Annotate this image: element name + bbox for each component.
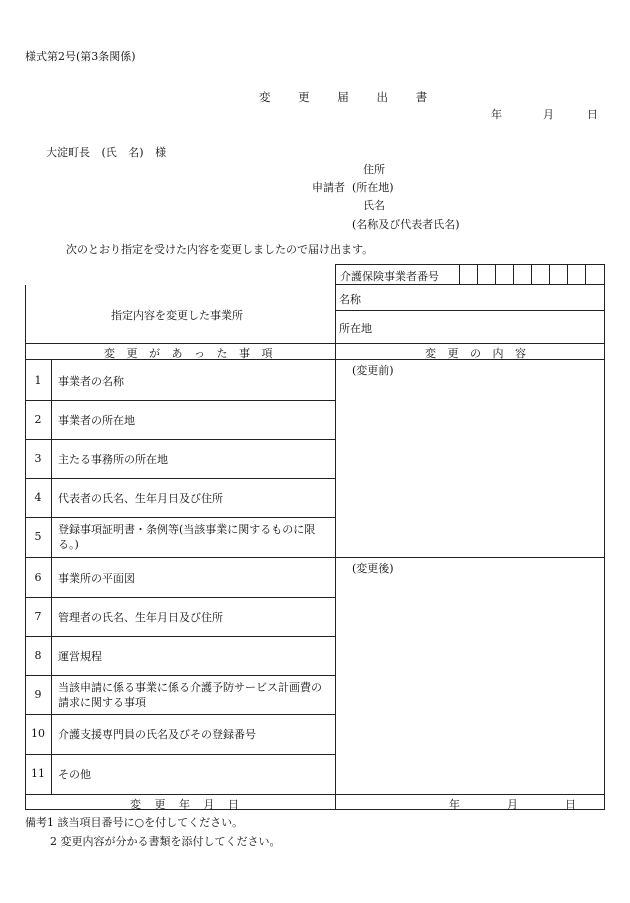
item-label: 運営規程 <box>58 650 102 663</box>
item-label: 代表者の氏名、生年月日及び住所 <box>58 492 223 505</box>
row-divider <box>25 714 336 715</box>
row-divider <box>25 557 336 558</box>
item-number[interactable]: 5 <box>34 530 42 543</box>
row-divider <box>25 517 336 518</box>
name-label: 氏名 <box>363 199 385 212</box>
applicant-label: 申請者 <box>312 181 345 194</box>
item-label: 当該申請に係る事業に係る介護予防サービス計画費の請求に関する事項 <box>58 681 322 709</box>
item-number[interactable]: 3 <box>34 452 42 465</box>
office-name-cell[interactable] <box>335 285 605 311</box>
item-number[interactable]: 1 <box>34 374 42 387</box>
item-number[interactable]: 6 <box>34 571 42 584</box>
change-date-label-cell <box>25 794 336 810</box>
digit-box[interactable] <box>495 265 513 285</box>
office-label: 指定内容を変更した事業所 <box>111 309 243 322</box>
item-number[interactable]: 2 <box>34 413 42 426</box>
change-date-day: 日 <box>565 798 576 811</box>
row-divider <box>25 636 336 637</box>
change-date-year: 年 <box>449 798 460 811</box>
date-day-label: 日 <box>587 108 598 121</box>
form-number: 様式第2号(第3条関係) <box>25 50 136 63</box>
number-column-divider <box>51 360 52 795</box>
date-line <box>491 106 598 122</box>
change-content-header-cell <box>335 344 605 360</box>
digit-box[interactable] <box>513 265 531 285</box>
before-after-divider <box>335 557 605 558</box>
item-label: 事業者の所在地 <box>58 414 135 427</box>
item-label: 事業者の名称 <box>58 375 124 388</box>
item-label: 管理者の氏名、生年月日及び住所 <box>58 611 223 624</box>
office-location-cell[interactable] <box>335 311 605 344</box>
provider-number-label-cell <box>335 264 459 285</box>
item-number[interactable]: 8 <box>34 649 42 662</box>
digit-box[interactable] <box>549 265 567 285</box>
digit-box[interactable] <box>459 265 477 285</box>
digit-box[interactable] <box>531 265 549 285</box>
row-divider <box>25 597 336 598</box>
item-label: 介護支援専門員の氏名及びその登録番号 <box>58 728 256 741</box>
row-divider <box>25 400 336 401</box>
item-number[interactable]: 11 <box>31 767 45 780</box>
changed-items-header-cell <box>25 344 336 360</box>
item-label: 主たる事務所の所在地 <box>58 453 168 466</box>
item-number[interactable]: 4 <box>34 491 42 504</box>
row-divider <box>25 478 336 479</box>
location-paren-label: (所在地) <box>352 181 394 194</box>
note-1: 備考1 該当項目番号に○を付してください。 <box>25 816 244 829</box>
name-detail-label: (名称及び代表者氏名) <box>352 218 460 231</box>
row-divider <box>25 675 336 676</box>
change-content-header: 変 更 の 内 容 <box>425 347 530 360</box>
document-title: 変 更 届 出 書 <box>259 90 440 104</box>
change-date-month: 月 <box>507 798 518 811</box>
after-label: (変更後) <box>352 562 394 575</box>
item-label: 事業所の平面図 <box>58 572 135 585</box>
item-number[interactable]: 7 <box>34 610 42 623</box>
row-divider <box>25 439 336 440</box>
change-date-label: 変 更 年 月 日 <box>130 798 244 811</box>
addressee: 大淀町長 (氏 名) 様 <box>46 146 167 159</box>
item-label: その他 <box>58 768 91 781</box>
row-divider <box>25 754 336 755</box>
change-date-value-cell[interactable] <box>335 794 605 810</box>
digit-box[interactable] <box>477 265 495 285</box>
changed-items-header: 変 更 が あ っ た 事 項 <box>104 347 277 360</box>
address-label: 住所 <box>363 163 385 176</box>
intro-text: 次のとおり指定を受けた内容を変更しましたので届け出ます。 <box>66 243 374 256</box>
date-month-label: 月 <box>543 108 554 121</box>
provider-number-boxes[interactable] <box>459 264 605 285</box>
item-number[interactable]: 9 <box>34 688 42 701</box>
digit-box[interactable] <box>567 265 585 285</box>
office-location-label: 所在地 <box>339 322 372 335</box>
office-name-label: 名称 <box>339 293 361 306</box>
digit-box[interactable] <box>585 265 604 285</box>
office-label-cell <box>25 285 336 344</box>
provider-number-label: 介護保険事業者番号 <box>340 270 439 283</box>
content-column[interactable] <box>335 360 605 795</box>
date-year-label: 年 <box>491 108 502 121</box>
before-label: (変更前) <box>352 364 394 377</box>
item-label: 登録事項証明書・条例等(当該事業に関するものに限る。) <box>58 523 316 551</box>
item-number[interactable]: 10 <box>31 727 45 740</box>
note-2: 2 変更内容が分かる書類を添付してください。 <box>50 835 281 848</box>
